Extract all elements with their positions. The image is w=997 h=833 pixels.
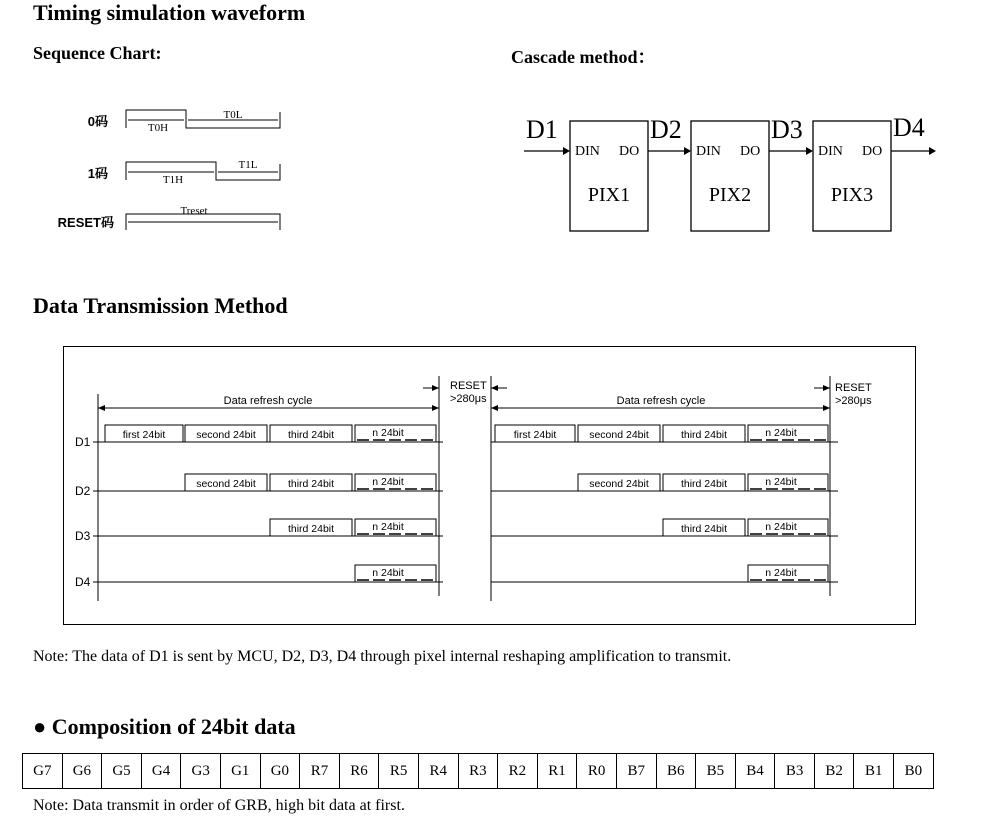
bit-cell: R1 <box>537 754 577 789</box>
pix3-box <box>813 121 891 231</box>
reset-time-right: >280μs <box>835 395 872 407</box>
bit-cell: G7 <box>23 754 63 789</box>
frame-second-d1-right: second 24bit <box>589 429 649 441</box>
bit-cell: B3 <box>775 754 815 789</box>
frame-third-d3-left: third 24bit <box>287 523 335 535</box>
reset-time-left: >280μs <box>450 393 487 405</box>
refresh-label-left: Data refresh cycle <box>223 395 313 407</box>
frame-n-d3-right: n 24bit <box>765 521 797 533</box>
line-d4-label: D4 <box>75 575 91 589</box>
transmission-heading: Data Transmission Method <box>33 293 288 318</box>
code1-label: 1码 <box>87 166 108 181</box>
note-d1: Note: The data of D1 is sent by MCU, D2, D3, D4 through pixel internal reshaping amplification to transmit. <box>33 648 732 665</box>
code0-label: 0码 <box>87 114 108 129</box>
pix3-do: DO <box>862 144 883 159</box>
bit-cell: B5 <box>696 754 736 789</box>
pix3-label: PIX3 <box>830 184 874 206</box>
signal-d2: D2 <box>650 115 682 144</box>
frame-third-d1-right: third 24bit <box>680 429 728 441</box>
bit-cell: G6 <box>62 754 102 789</box>
pix1-din: DIN <box>575 144 600 159</box>
reset-code-label: RESET码 <box>57 215 114 230</box>
bit-cell: R2 <box>498 754 538 789</box>
frame-first-d1-left: first 24bit <box>122 429 166 441</box>
line-d2-label: D2 <box>75 484 91 498</box>
bit-cell: G0 <box>260 754 300 789</box>
frame-second-d2-left: second 24bit <box>196 478 256 490</box>
frame-n-d1-left: n 24bit <box>372 427 404 439</box>
transmission-diagram <box>63 346 917 626</box>
frame-second-d1-left: second 24bit <box>196 429 256 441</box>
frame-n-d2-right: n 24bit <box>765 476 797 488</box>
signal-d4: D4 <box>893 113 925 142</box>
sequence-heading: Sequence Chart: <box>33 43 162 63</box>
frame-third-d3-right: third 24bit <box>680 523 728 535</box>
bullet-icon: ● <box>33 714 47 739</box>
t1h-label: T1H <box>162 174 184 186</box>
frame-third-d2-right: third 24bit <box>680 478 728 490</box>
reset-label-right: RESET <box>835 382 872 394</box>
pix1-do: DO <box>619 144 640 159</box>
pix1-label: PIX1 <box>587 184 631 206</box>
line-d1-label: D1 <box>75 435 91 449</box>
bit-cell: R7 <box>300 754 340 789</box>
frame-n-d2-left: n 24bit <box>372 476 404 488</box>
frame-n-d1-right: n 24bit <box>765 427 797 439</box>
bit-table <box>22 753 934 789</box>
frame-third-d2-left: third 24bit <box>287 478 335 490</box>
pix1-box <box>570 121 648 231</box>
bit-cell: G5 <box>102 754 142 789</box>
signal-d3: D3 <box>771 115 803 144</box>
t0h-label: T0H <box>147 122 169 134</box>
composition-title: Composition of 24bit data <box>51 714 296 739</box>
bit-cell: R0 <box>577 754 617 789</box>
bit-cell: G3 <box>181 754 221 789</box>
pix2-din: DIN <box>696 144 721 159</box>
pix2-box <box>691 121 769 231</box>
bit-cell: G4 <box>141 754 181 789</box>
bit-cell: R6 <box>339 754 379 789</box>
pix3-din: DIN <box>818 144 843 159</box>
note-grb: Note: Data transmit in order of GRB, high bit data at first. <box>33 797 405 814</box>
sequence-chart <box>38 98 298 243</box>
frame-n-d4-left: n 24bit <box>372 567 404 579</box>
frame-n-d4-right: n 24bit <box>765 567 797 579</box>
bit-cell: G1 <box>220 754 260 789</box>
bit-cell: B7 <box>616 754 656 789</box>
bit-cell: R3 <box>458 754 498 789</box>
bit-row <box>23 754 934 789</box>
frame-first-d1-right: first 24bit <box>513 429 557 441</box>
t1l-label: T1L <box>238 159 258 171</box>
composition-heading <box>33 714 296 740</box>
line-d3-label: D3 <box>75 529 91 543</box>
bit-cell: B0 <box>894 754 934 789</box>
page-title: Timing simulation waveform <box>33 0 306 25</box>
frame-n-d3-left: n 24bit <box>372 521 404 533</box>
refresh-label-right: Data refresh cycle <box>616 395 706 407</box>
bit-cell: R4 <box>418 754 458 789</box>
treset-label: Treset <box>180 205 208 217</box>
bit-cell: B4 <box>735 754 775 789</box>
cascade-diagram <box>520 108 950 238</box>
bit-cell: R5 <box>379 754 419 789</box>
bit-cell: B1 <box>854 754 894 789</box>
t0l-label: T0L <box>223 109 243 121</box>
bit-cell: B6 <box>656 754 696 789</box>
frame-second-d2-right: second 24bit <box>589 478 649 490</box>
pix2-label: PIX2 <box>708 184 752 206</box>
reset-label-left: RESET <box>450 380 487 392</box>
cascade-heading: Cascade method： <box>511 47 656 67</box>
frame-third-d1-left: third 24bit <box>287 429 335 441</box>
bit-cell: B2 <box>814 754 854 789</box>
pix2-do: DO <box>740 144 761 159</box>
signal-d1: D1 <box>526 115 558 144</box>
